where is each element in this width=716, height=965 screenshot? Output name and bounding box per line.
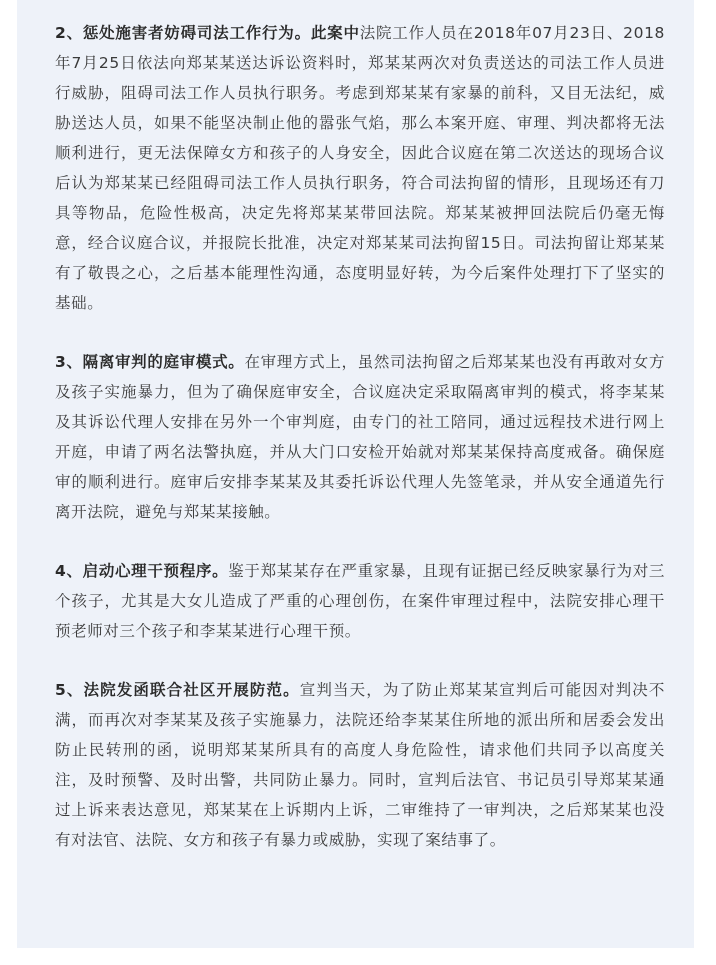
paragraph-2-heading: 2、惩处施害者妨碍司法工作行为。此案中 — [55, 24, 360, 42]
paragraph-5-heading: 5、法院发函联合社区开展防范。 — [55, 681, 300, 699]
paragraph-2-body: 法院工作人员在2018年07月23日、2018年7月25日依法向郑某某送达诉讼资料时，郑某某两次对负责送达的司法工作人员进行威胁，阻碍司法工作人员执行职务。考虑到郑某某有家暴的前科，又目无法纪，威胁送达人员，如果不能坚决制止他的嚣张气焰，那么本案开庭、审理、判决都将无法顺利进行，更无法保障女方和孩子的人身安全，因此合议庭在第二次送达的现场合议后认为郑某某已经阻碍司法工作人员执行职务，符合司法拘留的情形，且现场还有刀具等物品，危险性极高，决定先将郑某某带回法院。郑某某被押回法院后仍毫无悔意，经合议庭合议，并报院长批准，决定对郑某某司法拘留15日。司法拘留让郑某某有了敬畏之心，之后基本能理性沟通，态度明显好转，为今后案件处理打下了坚实的基础。 — [55, 24, 666, 312]
paragraph-4-body: 鉴于郑某某存在严重家暴，且现有证据已经反映家暴行为对三个孩子，尤其是大女儿造成了严重的心理创伤，在案件审理过程中，法院安排心理干预老师对三个孩子和李某某进行心理干预。 — [55, 562, 665, 640]
paragraph-5-body: 宣判当天，为了防止郑某某宣判后可能因对判决不满，而再次对李某某及孩子实施暴力，法院还给李某某住所地的派出所和居委会发出防止民转刑的函，说明郑某某所具有的高度人身危险性，请求他们共同予以高度关注，及时预警、及时出警，共同防止暴力。同时，宣判后法官、书记员引导郑某某通过上诉来表达意见，郑某某在上诉期内上诉，二审维持了一审判决，之后郑某某也没有对法官、法院、女方和孩子有暴力或威胁，实现了案结事了。 — [55, 681, 665, 849]
paragraph-4 — [55, 556, 665, 646]
paragraph-4-heading: 4、启动心理干预程序。 — [55, 562, 229, 580]
paragraph-3-heading: 3、隔离审判的庭审模式。 — [55, 353, 245, 371]
paragraph-3-body: 在审理方式上，虽然司法拘留之后郑某某也没有再敢对女方及孩子实施暴力，但为了确保庭审安全，合议庭决定采取隔离审判的模式，将李某某及其诉讼代理人安排在另外一个审判庭，由专门的社工陪同，通过远程技术进行网上开庭，申请了两名法警执庭，并从大门口安检开始就对郑某某保持高度戒备。确保庭审的顺利进行。庭审后安排李某某及其委托诉讼代理人先签笔录，并从安全通道先行离开法院，避免与郑某某接触。 — [55, 353, 665, 521]
paragraph-3 — [55, 347, 665, 527]
paragraph-2 — [55, 18, 665, 318]
article-body — [55, 18, 665, 884]
paragraph-5 — [55, 675, 665, 855]
